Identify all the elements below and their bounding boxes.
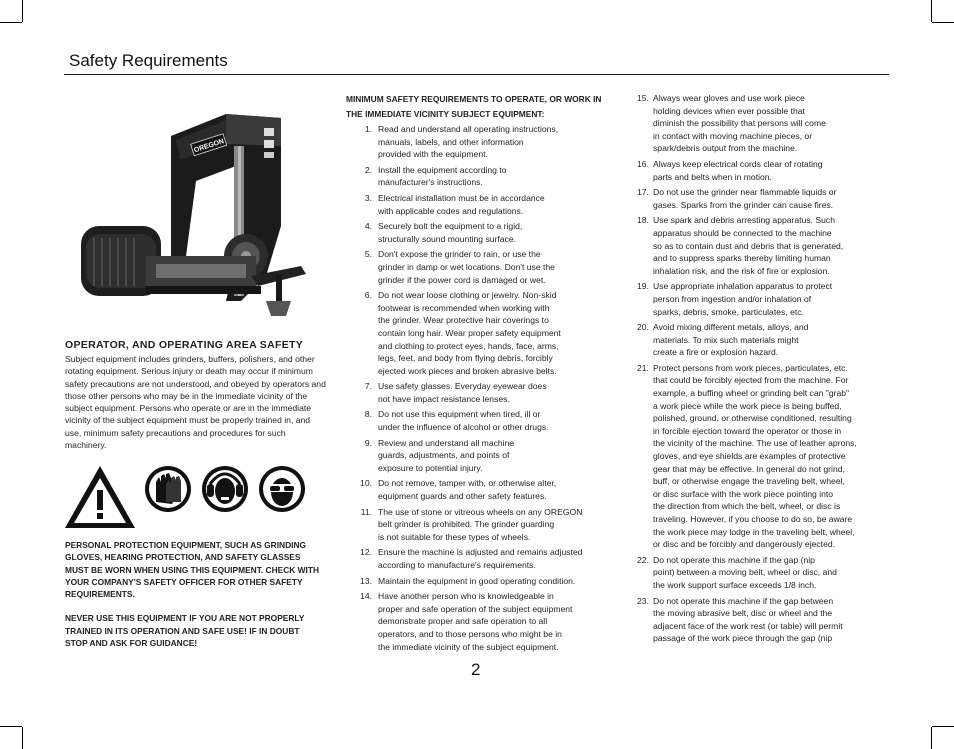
requirement-text: Do not use the grinder near flammable liquids or gases. Sparks from the grinder can cause fires. — [653, 187, 837, 210]
requirement-item — [637, 158, 887, 183]
requirement-number: 16. — [637, 158, 649, 169]
belt-grinder-image — [76, 106, 328, 326]
requirement-item — [637, 92, 887, 155]
requirement-text: Do not use this equipment when tired, ill or under the influence of alcohol or other drugs. — [378, 409, 549, 433]
requirement-item — [346, 220, 614, 245]
requirement-item — [346, 506, 614, 544]
requirement-item — [346, 546, 614, 571]
crop-mark — [932, 726, 954, 727]
ppe-warning: PERSONAL PROTECTION EQUIPMENT, SUCH AS GRINDING GLOVES, HEARING PROTECTION, AND SAFETY GLASSES MUST BE WORN WHEN USING THIS EQUIPMENT. CHECK WITH YOUR COMPANY'S SAFETY OFFICER FOR OTHER SAFETY REQUIREMENTS. — [65, 540, 320, 600]
crop-mark — [931, 727, 932, 749]
hearing-protection-icon — [202, 466, 248, 512]
requirement-number: 3. — [364, 192, 372, 203]
requirement-item — [346, 380, 614, 405]
crop-mark — [22, 727, 23, 749]
operator-safety-body: Subject equipment includes grinders, buffers, polishers, and other rotating equipment. Serious injury or death may occur if minimum safety precautions are not understood, and obeyed by operators and those other persons who may be in the immediate vicinity of the subject equipment. Persons who operate or are in the immediate vicinity of the subject equipment must be properly trained in, and use, minimum safety precautions and procedures for such machinery. — [65, 354, 326, 451]
requirement-item — [346, 123, 614, 161]
requirement-number: 17. — [637, 187, 649, 198]
brand-label: OREGON — [193, 138, 225, 155]
requirement-item — [346, 437, 614, 475]
requirement-text: Securely bolt the equipment to a rigid, structurally sound mounting surface. — [378, 221, 523, 244]
requirement-number: 5. — [364, 249, 372, 260]
requirement-number: 12. — [360, 547, 372, 558]
requirement-item — [346, 289, 614, 377]
requirement-text: Protect persons from work pieces, particulates, etc. that could be forcibly ejected from the machine. For example, a buffing wheel or grinding belt can "grab" a work piece while the work piece is being buffed, polished, ground, or otherwise conditioned, resulting in forcible ejection toward the operator or those in the vicinity of the machine. The use of leather aprons, gloves, and eye shields are examples of protective gear that may be effective. In general do not grind, buff, or otherwise engage the traveling belt, wheel, or disc surface with the work piece pointing into the direction from which the belt, wheel, or disc is traveling. However, if you choose to do so, be aware the work piece may lodge in the traveling belt, wheel, or disc and be forcibly and dangerously ejected. — [653, 362, 857, 550]
requirement-number: 22. — [637, 554, 649, 565]
safety-icons — [64, 464, 330, 532]
requirement-number: 14. — [360, 591, 372, 602]
requirement-item — [346, 590, 614, 653]
page-title: Safety Requirements — [69, 51, 228, 70]
requirement-number: 8. — [364, 409, 372, 420]
requirement-number: 23. — [637, 595, 649, 606]
requirements-heading: MINIMUM SAFETY REQUIREMENTS TO OPERATE, OR WORK IN THE IMMEDIATE VICINITY SUBJECT EQUIPMENT: — [346, 94, 602, 119]
crop-mark — [0, 726, 22, 727]
requirement-item — [637, 554, 887, 592]
requirement-text: The use of stone or vitreous wheels on any OREGON belt grinder is prohibited. The grinder guarding is not suitable for these types of wheels. — [378, 506, 583, 542]
requirement-number: 15. — [637, 93, 649, 103]
requirement-item — [346, 192, 614, 217]
requirement-number: 19. — [637, 281, 649, 292]
requirement-item — [346, 164, 614, 189]
requirement-text: Use appropriate inhalation apparatus to protect person from ingestion and/or inhalation of sparks, debris, smoke, particulates, etc. — [653, 281, 833, 317]
requirement-text: Use safety glasses. Everyday eyewear does not have impact resistance lenses. — [378, 381, 547, 404]
requirement-number: 13. — [360, 575, 372, 586]
requirement-item — [346, 248, 614, 286]
requirement-text: Install the equipment according to manufacturer's instructions. — [378, 164, 507, 188]
requirement-item — [346, 408, 614, 433]
requirements-list — [346, 123, 614, 653]
requirement-text: Have another person who is knowledgeable in proper and safe operation of the subject equipment demonstrate proper and safe operation to all operators, and to those persons who might be in the immediate vicinity of the subject equipment. — [378, 591, 573, 652]
requirement-item — [637, 280, 887, 318]
requirement-item — [346, 575, 614, 588]
crop-mark — [0, 22, 22, 23]
requirements-list-continued — [637, 92, 887, 645]
training-warning: NEVER USE THIS EQUIPMENT IF YOU ARE NOT PROPERLY TRAINED IN ITS OPERATION AND SAFE USE! IF IN DOUBT STOP AND ASK FOR GUIDANCE! — [65, 613, 305, 649]
requirement-item — [637, 321, 887, 359]
requirement-text: Don't expose the grinder to rain, or use the grinder in damp or wet locations. Don't use the grinder if the power cord is damaged or wet. — [378, 249, 555, 285]
crop-mark — [931, 0, 932, 22]
requirement-number: 4. — [364, 221, 372, 232]
requirement-text: Electrical installation must be in accordance with applicable codes and regulations. — [378, 192, 545, 216]
requirement-number: 9. — [364, 437, 372, 448]
requirement-text: Always wear gloves and use work piece holding devices when ever possible that diminish the possibility that persons will come in contact with moving machine pieces, or spark/debris output from the machine. — [653, 93, 826, 154]
requirement-text: Use spark and debris arresting apparatus. Such apparatus should be connected to the machine so as to contain dust and debris that is generated, and to suppress sparks thereby limiting human inhalation risk, and the risk of fire or explosion. — [653, 215, 844, 276]
gloves-icon — [145, 466, 191, 512]
requirement-text: Do not operate this machine if the gap between the moving abrasive belt, disc or wheel and the adjacent face of the work rest (or table) will permit passage of the work piece through the gap (nip — [653, 595, 843, 644]
requirement-number: 21. — [637, 362, 649, 373]
requirement-number: 1. — [364, 124, 372, 134]
requirement-item — [637, 214, 887, 277]
requirement-text: Avoid mixing different metals, alloys, and materials. To mix such materials might create a fire or explosion hazard. — [653, 322, 809, 358]
requirement-text: Maintain the equipment in good operating condition. — [378, 575, 576, 586]
requirement-text: Always keep electrical cords clear of rotating parts and belts when in motion. — [653, 158, 823, 182]
requirement-number: 18. — [637, 215, 649, 226]
operator-safety-heading: OPERATOR, AND OPERATING AREA SAFETY — [65, 339, 304, 351]
warning-triangle-icon — [65, 466, 135, 528]
requirement-text: Ensure the machine is adjusted and remains adjusted according to manufacture's requirements. — [378, 547, 583, 570]
requirement-text: Review and understand all machine guards, adjustments, and points of exposure to potential injury. — [378, 437, 515, 473]
requirement-text: Read and understand all operating instructions, manuals, labels, and other information provided with the equipment. — [378, 124, 559, 160]
crop-mark — [22, 0, 23, 22]
requirement-number: 6. — [364, 290, 372, 301]
requirement-item — [346, 477, 614, 502]
requirement-text: Do not wear loose clothing or jewelry. Non-skid footwear is recommended when working with the grinder. Wear protective hair coverings to contain long hair. Wear proper safety equipment and clothing to protect eyes, hands, face, arms, legs, feet, and body from flying debris, forcibly ejected work pieces and broken abrasive belts. — [378, 290, 561, 376]
requirement-item — [637, 362, 887, 551]
requirement-text: Do not operate this machine if the gap (nip point) between a moving belt, wheel or disc, and the work support surface exceeds 1/8 inch. — [653, 554, 837, 590]
requirement-number: 20. — [637, 322, 649, 333]
safety-glasses-icon — [259, 466, 305, 512]
requirement-text: Do not remove, tamper with, or otherwise alter, equipment guards and other safety features. — [378, 478, 557, 502]
title-rule — [64, 74, 889, 75]
requirement-item — [637, 595, 887, 645]
requirement-number: 2. — [364, 164, 372, 175]
requirement-number: 7. — [364, 381, 372, 392]
requirement-number: 11. — [360, 506, 372, 517]
requirement-item — [637, 186, 887, 211]
page-number: 2 — [471, 660, 481, 679]
requirement-number: 10. — [360, 478, 372, 489]
crop-mark — [932, 22, 954, 23]
